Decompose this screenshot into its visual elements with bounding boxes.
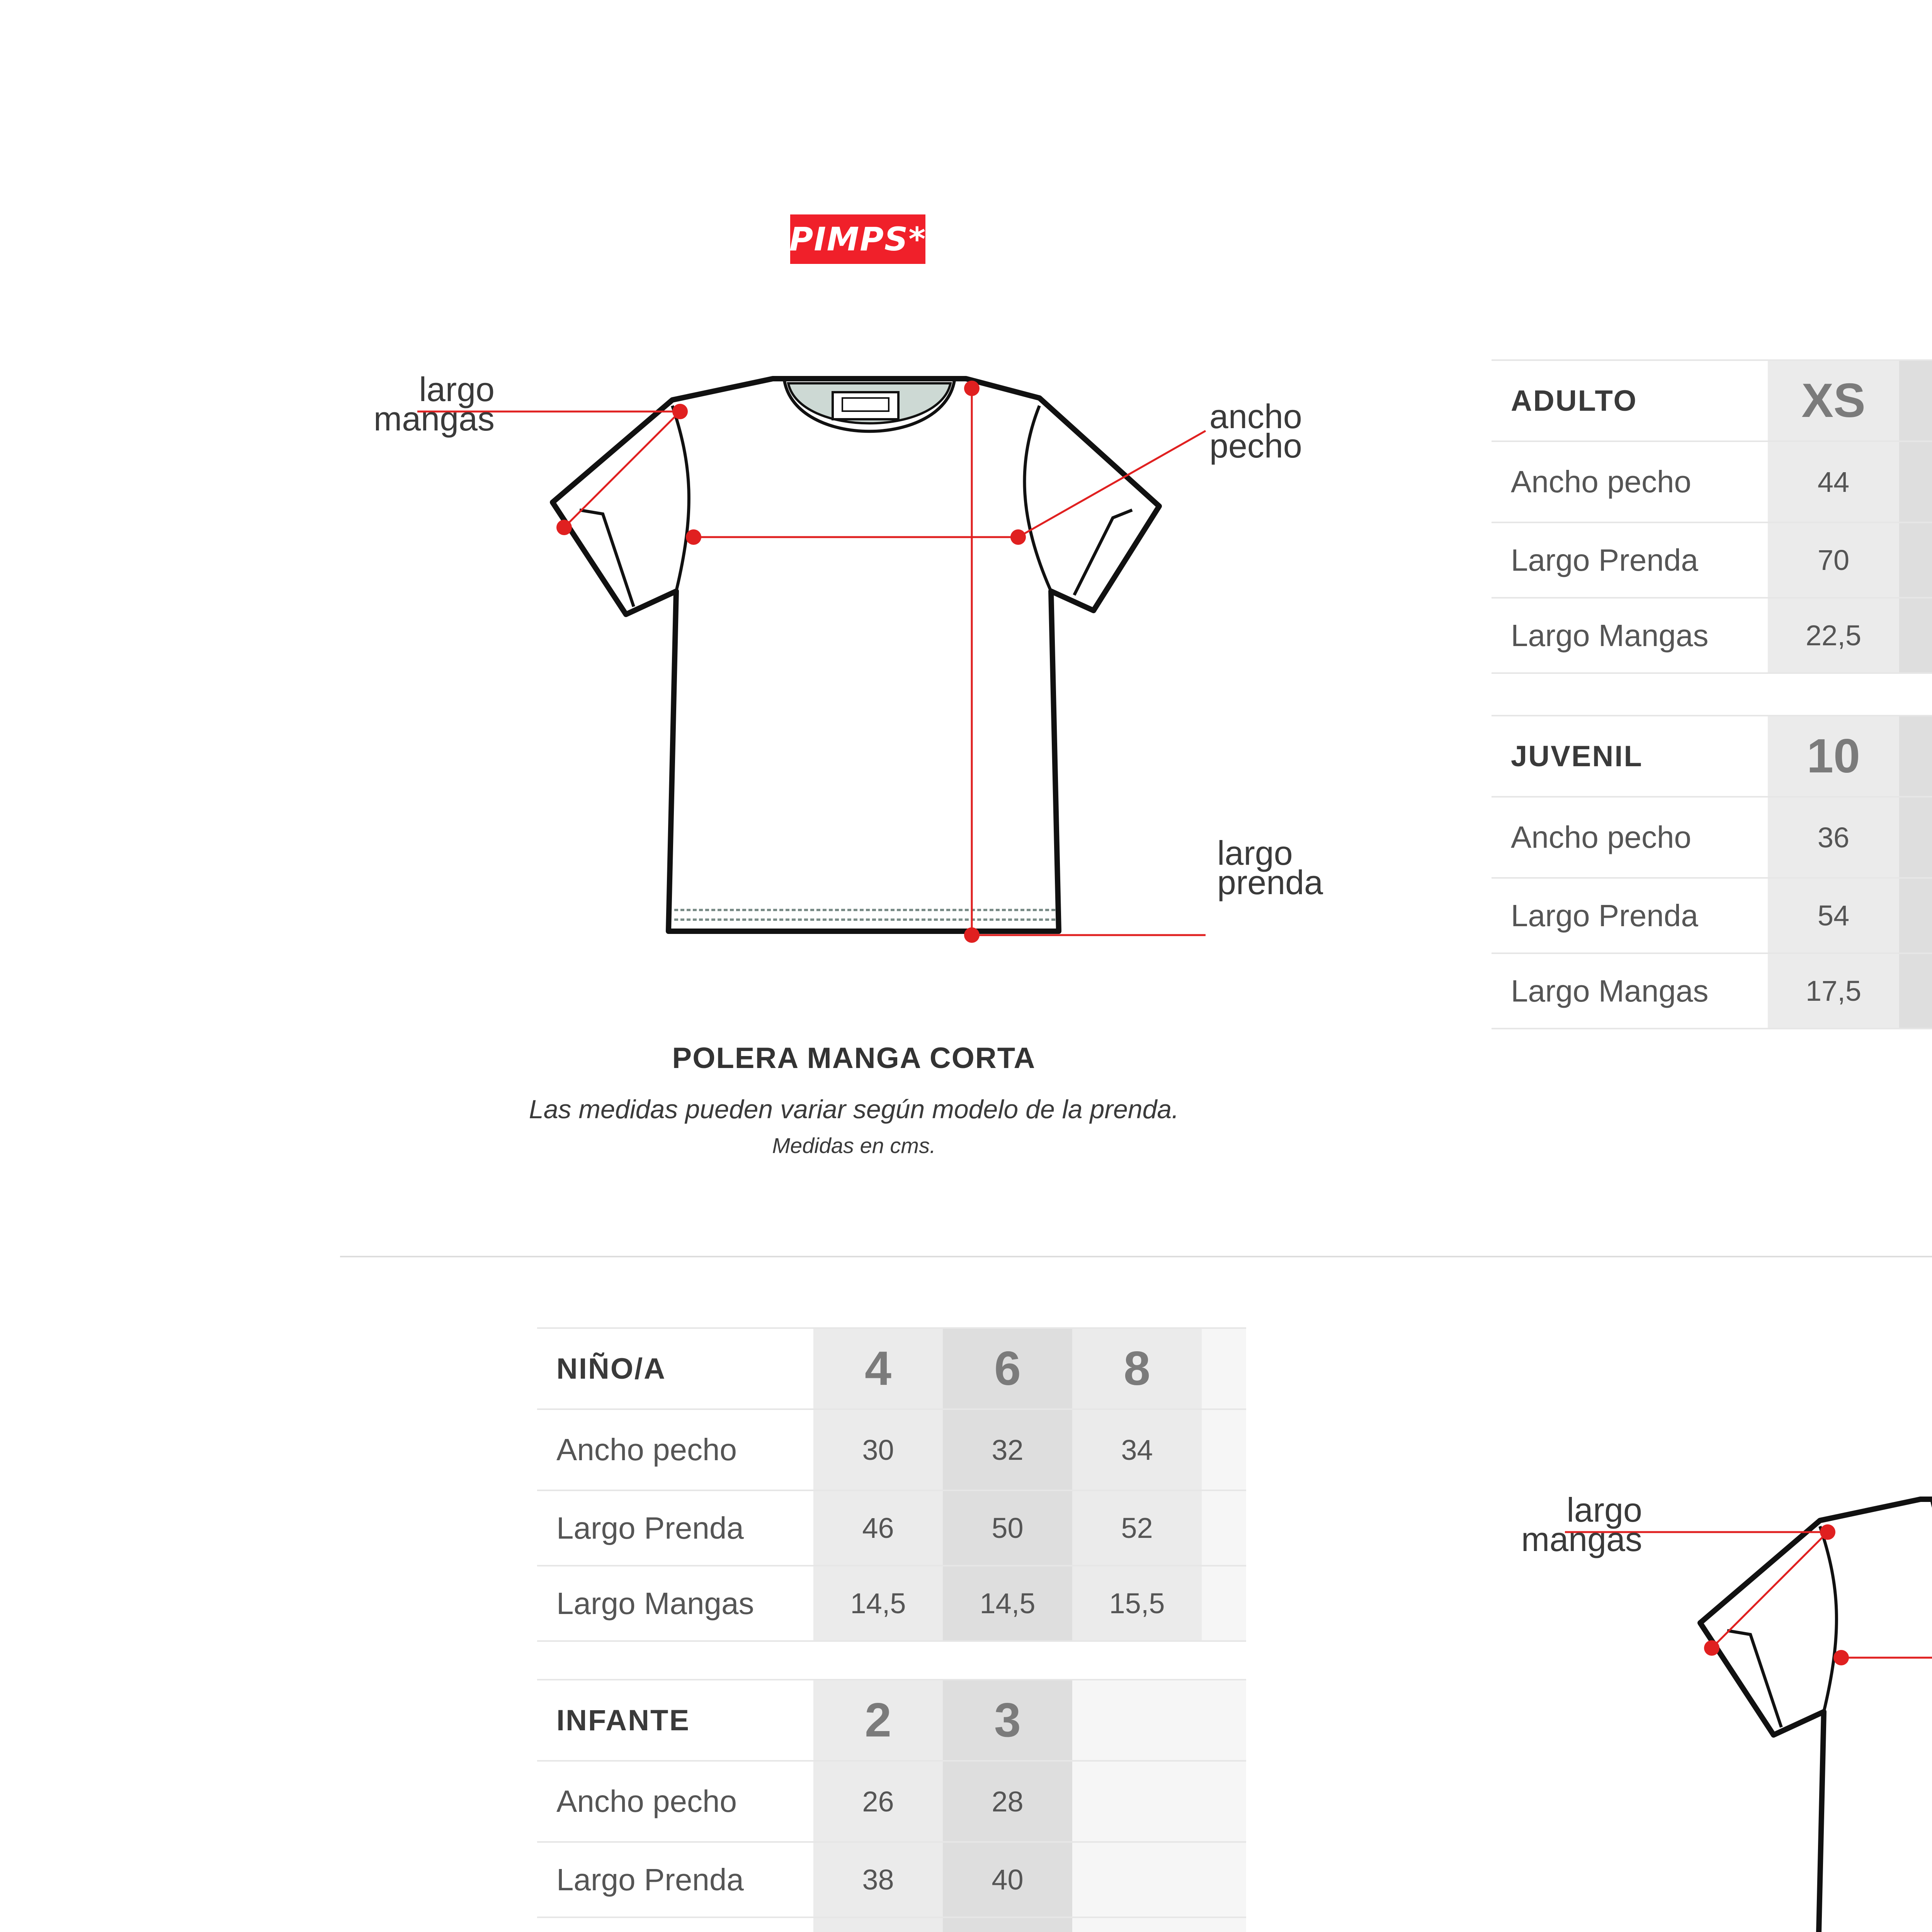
adulto-size-table [1492, 359, 1932, 674]
brand-logo [790, 214, 925, 264]
table-name: JUVENIL [1492, 716, 1768, 797]
row-label: Largo Prenda [1492, 878, 1768, 953]
table-cell [1899, 797, 1932, 878]
empty-cell [1202, 1409, 1246, 1490]
empty-cell [1202, 1328, 1246, 1409]
infante-size-table [537, 1679, 1246, 1932]
row-label: Ancho pecho [1492, 441, 1768, 522]
table-row [537, 1917, 1246, 1932]
row-label: Largo Mangas [537, 1566, 813, 1641]
table-header-row [537, 1328, 1246, 1409]
shirt-diagram [363, 348, 1383, 1090]
nino-size-table [537, 1327, 1246, 1642]
table-cell: 32 [943, 1409, 1072, 1490]
table-row [1492, 953, 1932, 1029]
table-header-row [537, 1680, 1246, 1761]
empty-cell [1202, 1917, 1246, 1932]
table-cell [1899, 441, 1932, 522]
size-header [1899, 716, 1932, 797]
empty-cell [1202, 1566, 1246, 1641]
row-label: Ancho pecho [537, 1409, 813, 1490]
table-cell: 40 [943, 1842, 1072, 1917]
empty-cell [1202, 1680, 1246, 1761]
empty-cell [1072, 1842, 1202, 1917]
table-cell: 50 [943, 1490, 1072, 1566]
table-row [1492, 441, 1932, 522]
size-header: 3 [943, 1680, 1072, 1761]
table-cell: 28 [943, 1761, 1072, 1842]
empty-cell [1072, 1761, 1202, 1842]
table-cell: 34 [1072, 1409, 1202, 1490]
row-label: Largo Prenda [1492, 522, 1768, 598]
table-name: ADULTO [1492, 360, 1768, 441]
row-label: Ancho pecho [1492, 797, 1768, 878]
table-cell: 44 [1768, 441, 1899, 522]
table-cell: 14,5 [813, 1566, 943, 1641]
table-row [537, 1490, 1246, 1566]
table-cell [813, 1917, 943, 1932]
table-cell: 14,5 [943, 1566, 1072, 1641]
table-cell [1899, 878, 1932, 953]
table-row [537, 1409, 1246, 1490]
empty-cell [1202, 1490, 1246, 1566]
size-header [1899, 360, 1932, 441]
table-cell: 70 [1768, 522, 1899, 598]
empty-cell [1072, 1917, 1202, 1932]
table-cell: 52 [1072, 1490, 1202, 1566]
row-label: Largo Prenda [537, 1842, 813, 1917]
table-row [1492, 598, 1932, 673]
units-note: Medidas en cms. [772, 1133, 936, 1158]
table-row [1492, 878, 1932, 953]
table-row [1492, 797, 1932, 878]
table-cell: 46 [813, 1490, 943, 1566]
table-cell: 54 [1768, 878, 1899, 953]
table-cell: 17,5 [1768, 953, 1899, 1029]
size-header: 2 [813, 1680, 943, 1761]
empty-cell [1202, 1842, 1246, 1917]
label-ancho-pecho: ancho pecho [1209, 397, 1302, 465]
size-header: 8 [1072, 1328, 1202, 1409]
table-row [537, 1842, 1246, 1917]
table-row [537, 1566, 1246, 1641]
brand-logo-text: PIMPS* [789, 220, 927, 258]
shirt-diagram [1511, 1468, 1932, 1932]
table-name: INFANTE [537, 1680, 813, 1761]
size-header: 10 [1768, 716, 1899, 797]
row-label: Ancho pecho [537, 1761, 813, 1842]
empty-cell [1072, 1680, 1202, 1761]
table-cell: 26 [813, 1761, 943, 1842]
row-label: Largo Mangas [1492, 598, 1768, 673]
table-cell [1899, 953, 1932, 1029]
size-header: XS [1768, 360, 1899, 441]
table-header-row [1492, 360, 1932, 441]
garment-title: POLERA MANGA CORTA [672, 1042, 1036, 1075]
table-cell: 36 [1768, 797, 1899, 878]
table-row [1492, 522, 1932, 598]
table-cell: 22,5 [1768, 598, 1899, 673]
measurement-note: Las medidas pueden variar según modelo de la prenda. [529, 1095, 1179, 1124]
table-cell: 38 [813, 1842, 943, 1917]
table-cell: 30 [813, 1409, 943, 1490]
table-cell: 15,5 [1072, 1566, 1202, 1641]
size-header: 4 [813, 1328, 943, 1409]
row-label: Largo Mangas [1492, 953, 1768, 1029]
label-largo-prenda: largo prenda [1217, 834, 1323, 901]
row-label: Largo Prenda [537, 1490, 813, 1566]
label-largo-mangas: largo mangas [373, 370, 495, 438]
table-name: NIÑO/A [537, 1328, 813, 1409]
figure-caption [386, 1041, 1321, 1158]
section-divider [340, 1256, 1932, 1257]
label-largo-mangas: largo mangas [1521, 1491, 1642, 1558]
table-cell [1899, 598, 1932, 673]
table-header-row [1492, 716, 1932, 797]
table-cell [943, 1917, 1072, 1932]
size-header: 6 [943, 1328, 1072, 1409]
row-label [537, 1917, 813, 1932]
juvenil-size-table [1492, 715, 1932, 1029]
table-row [537, 1761, 1246, 1842]
table-cell [1899, 522, 1932, 598]
empty-cell [1202, 1761, 1246, 1842]
